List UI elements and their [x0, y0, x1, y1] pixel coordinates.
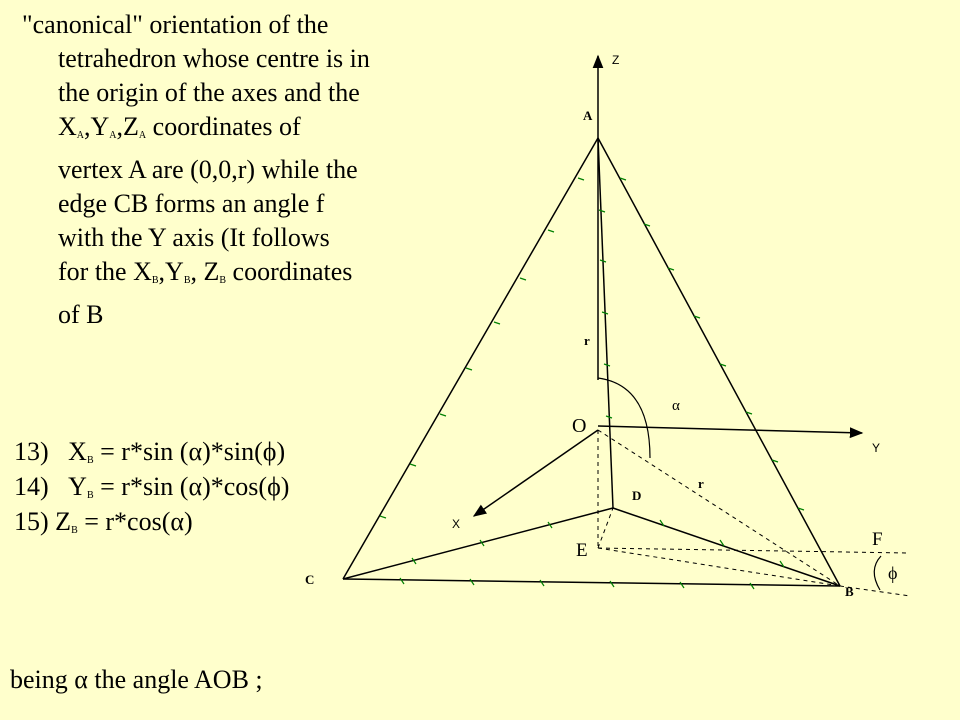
equation-lhs: Z	[55, 507, 72, 536]
edge-cb	[343, 579, 840, 586]
tick	[380, 516, 386, 518]
construction-lines	[598, 430, 910, 596]
tick	[578, 178, 584, 180]
text-fragment: the angle AOB ;	[87, 665, 263, 694]
axis-label-z: Z	[612, 53, 620, 67]
equation-rhs: )	[184, 507, 193, 536]
alpha-symbol: α	[74, 665, 88, 694]
text-line: tetrahedron whose centre is in	[58, 44, 370, 73]
point-label-e: E	[576, 540, 588, 561]
tick	[540, 580, 544, 586]
vertex-label-a: A	[583, 108, 593, 123]
equation-rhs: )*sin(	[202, 437, 263, 466]
edge-cd	[343, 508, 613, 579]
subscript: B	[219, 275, 227, 286]
equation-rhs: = r*sin (	[93, 437, 189, 466]
y-var: ,Y	[158, 257, 184, 286]
equation-lhs: X	[68, 437, 87, 466]
alpha-symbol: α	[188, 437, 203, 466]
tick	[750, 583, 754, 589]
dashed-ed	[598, 508, 613, 548]
text-line: vertex A are (0,0,r) while the	[58, 155, 358, 184]
equation-number: 15)	[14, 507, 49, 536]
point-label-o: O	[572, 415, 587, 437]
dashed-ef	[598, 548, 908, 553]
edge-ad	[598, 138, 613, 508]
equation-rhs: = r*cos(	[77, 507, 171, 536]
vertex-label-b: B	[845, 584, 854, 599]
edge-db	[613, 508, 840, 586]
text-fragment: for the X	[58, 257, 152, 286]
phi-symbol: ϕ	[267, 472, 281, 501]
y-var: ,Y	[84, 112, 110, 141]
z-var: ,Z	[116, 112, 139, 141]
tick	[599, 210, 605, 212]
vertex-label-d: D	[632, 488, 642, 503]
z-var: , Z	[190, 257, 220, 286]
tick	[520, 278, 526, 280]
subscript: B	[86, 455, 94, 466]
label-r-vertical: r	[584, 333, 590, 348]
axis-label-x: X	[452, 517, 461, 531]
text-line: of B	[58, 300, 104, 329]
dashed-ob	[598, 430, 840, 586]
text-line: "canonical" orientation of the	[22, 10, 329, 39]
y-axis	[598, 426, 862, 433]
equation-rhs: )*cos(	[202, 472, 268, 501]
tick	[548, 230, 554, 232]
tick	[440, 414, 446, 416]
tick	[470, 579, 474, 585]
equation-number: 14)	[14, 472, 49, 501]
phi-angle-arc	[874, 556, 881, 590]
subscript: A	[76, 130, 85, 141]
text-line: the origin of the axes and the	[58, 78, 360, 107]
tick	[400, 578, 404, 584]
equation-number: 13)	[14, 437, 49, 466]
vertex-label-c: C	[305, 572, 315, 587]
tetrahedron-edges	[343, 138, 840, 586]
subscript: B	[183, 275, 191, 286]
tick	[494, 322, 500, 324]
x-var: X	[58, 112, 77, 141]
tick	[680, 582, 684, 588]
x-axis	[474, 430, 598, 516]
equation-rhs: )	[276, 437, 286, 466]
edge-ab	[598, 138, 840, 586]
text-fragment: coordinates	[226, 257, 353, 286]
equation-rhs: )	[280, 472, 290, 501]
tick	[410, 464, 416, 466]
label-r-ob: r	[698, 476, 704, 491]
text-line: with the Y axis (It follows	[58, 223, 330, 252]
point-label-f: F	[872, 529, 883, 550]
label-phi: ϕ	[888, 563, 898, 583]
subscript: B	[151, 275, 159, 286]
label-alpha: α	[672, 398, 680, 414]
alpha-symbol: α	[170, 507, 184, 536]
phi-symbol: ϕ	[262, 437, 277, 466]
text-line: edge CB forms an angle f	[58, 189, 325, 218]
equation-rhs: = r*sin (	[93, 472, 189, 501]
text-fragment: coordinates of	[146, 112, 301, 141]
equation-lhs: Y	[68, 472, 87, 501]
alpha-angle-arc	[598, 378, 650, 458]
subscript: B	[71, 525, 78, 536]
subscript: A	[138, 130, 147, 141]
tick	[466, 368, 472, 370]
subscript: B	[86, 490, 94, 501]
alpha-symbol: α	[188, 472, 203, 501]
axis-label-y: Y	[872, 441, 881, 455]
tick	[610, 581, 614, 587]
edge-ticks	[380, 178, 804, 589]
edge-ac	[343, 138, 598, 579]
subscript: A	[109, 130, 117, 141]
dashed-eb	[598, 548, 840, 586]
text-fragment: being	[10, 665, 75, 694]
